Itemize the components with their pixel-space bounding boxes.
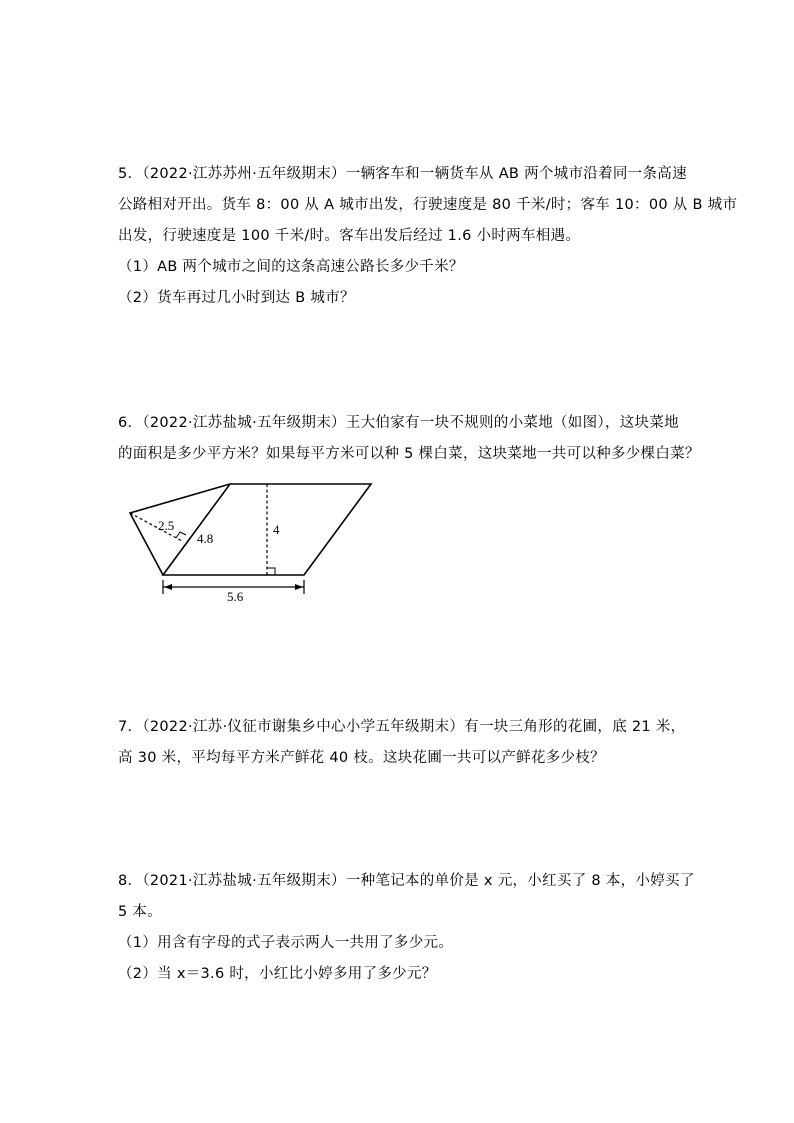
problem-7 [118,712,686,774]
problem-5-line-1: 5．（2022·江苏苏州·五年级期末）一辆客车和一辆货车从 AB 两个城市沿着同一条高速 [118,166,687,182]
right-angle-mark-base [267,568,275,575]
problem-5-question-2: （2）货车再过几小时到达 B 城市？ [118,290,355,306]
problem-8-line-1: 8．（2021·江苏盐城·五年级期末）一种笔记本的单价是 x 元，小红买了 8 本，小婷买了 [118,873,695,889]
problem-7-line-1: 7．（2022·江苏·仪征市谢集乡中心小学五年级期末）有一块三角形的花圃，底 21 米， [118,719,686,735]
label-5-6: 5.6 [227,589,244,604]
problem-5-line-3: 出发，行驶速度是 100 千米/时。客车出发后经过 1.6 小时两车相遇。 [118,228,581,244]
problem-8-line-2: 5 本。 [118,904,163,920]
problem-5-line-2: 公路相对开出。货车 8：00 从 A 城市出发，行驶速度是 80 千米/时；客车 10：00 从 B 城市 [118,197,738,213]
triangle-shape [130,484,230,575]
problem-8 [118,866,695,990]
problem-6-line-2: 的面积是多少平方米？如果每平方米可以种 5 棵白菜，这块菜地一共可以种多少棵白菜？ [118,446,700,462]
problem-6-line-1: 6．（2022·江苏盐城·五年级期末）王大伯家有一块不规则的小菜地（如图），这块菜地 [118,415,679,431]
right-angle-mark-diagonal [176,532,186,538]
problem-8-question-1: （1）用含有字母的式子表示两人一共用了多少元。 [118,935,454,951]
base-arrow-left [164,584,172,590]
problem-6 [118,408,700,470]
label-4: 4 [273,522,280,537]
problem-5 [118,159,738,314]
problem-7-line-2: 高 30 米，平均每平方米产鲜花 40 枝。这块花圃一共可以产鲜花多少枝？ [118,750,605,766]
base-arrow-right [295,584,303,590]
problem-5-question-1: （1）AB 两个城市之间的这条高速公路长多少千米？ [118,259,464,275]
vegetable-plot-figure [118,478,388,608]
label-4-8: 4.8 [197,531,214,546]
problem-8-question-2: （2）当 x＝3.6 时，小红比小婷多用了多少元？ [118,966,437,982]
label-2-5: 2.5 [158,518,175,533]
